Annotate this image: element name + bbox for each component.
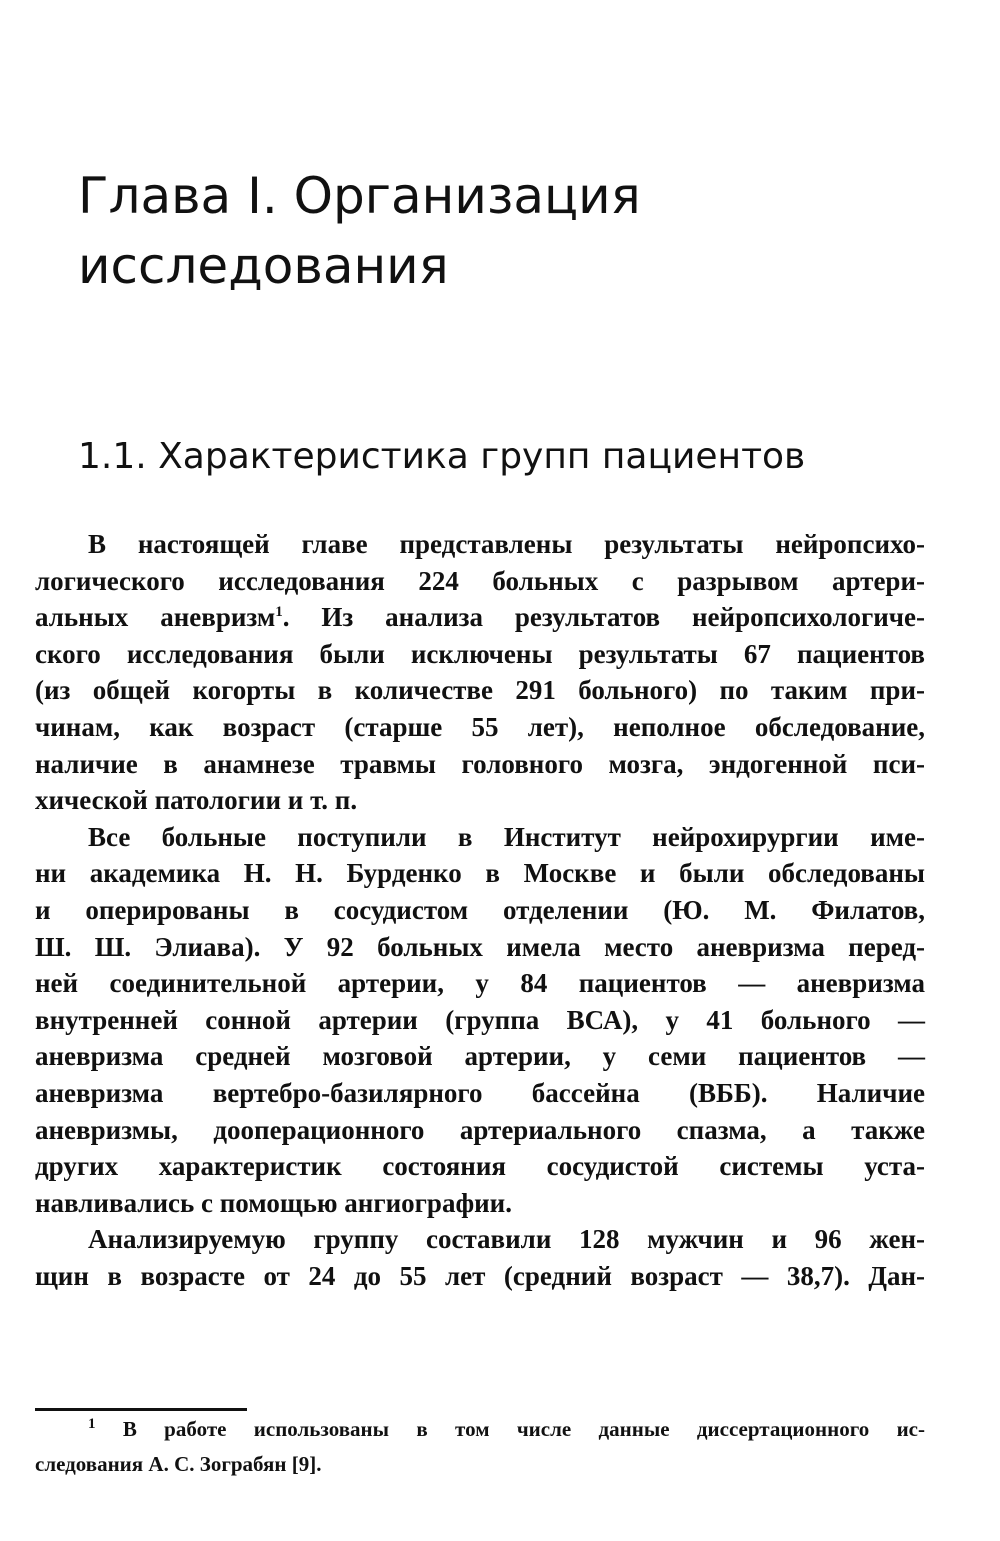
text-fragment: . Из анализа результатов нейропсихологиче- [282,602,925,633]
body-text [35,526,925,1294]
text-line: чинам, как возраст (старше 55 лет), неполное обследование, [35,711,925,742]
section-title: 1.1. Характеристика групп пациентов [78,436,806,477]
text-line: навливались с помощью ангиографии. [35,1187,512,1218]
footnote-reference[interactable]: 1 [275,604,283,621]
text-line [35,599,925,636]
text-line: логического исследования 224 больных с разрывом артери- [35,565,925,596]
text-line: ни академика Н. Н. Бурденко в Москве и были обследованы [35,858,925,889]
text-fragment: альных аневризм [35,602,276,633]
text-fragment: В работе использованы в том числе данные диссертационного ис- [122,1417,925,1441]
text-line: Ш. Ш. Элиава). У 92 больных имела место аневризма перед- [35,931,925,962]
text-line: ского исследования были исключены результаты 67 пациентов [35,638,925,669]
text-line: других характеристик состояния сосудистой системы уста- [35,1151,925,1182]
footnote-line: следования А. С. Зограбян [9]. [35,1452,322,1476]
text-line: Все больные поступили в Институт нейрохирургии име- [88,821,925,852]
text-line: и оперированы в сосудистом отделении (Ю. М. Филатов, [35,894,925,925]
text-line: щин в возрасте от 24 до 55 лет (средний возраст — 38,7). Дан- [35,1260,925,1291]
footnote-marker: 1 [88,1416,96,1432]
footnote-line [35,1412,925,1447]
text-line: аневризма вертебро-базилярного бассейна (ВББ). Наличие [35,1077,925,1108]
text-line: аневризма средней мозговой артерии, у семи пациентов — [35,1041,925,1072]
text-line: аневризмы, дооперационного артериального спазма, а также [35,1114,925,1145]
chapter-title-line-2: исследования [78,237,449,295]
chapter-title-line-1: Глава I. Организация [78,167,641,225]
footnote [35,1412,925,1482]
text-line: Анализируемую группу составили 128 мужчин и 96 жен- [88,1224,925,1255]
text-line: ней соединительной артерии, у 84 пациентов — аневризма [35,968,925,999]
text-line: хической патологии и т. п. [35,785,358,816]
text-line: (из общей когорты в количестве 291 больного) по таким при- [35,675,925,706]
text-line: наличие в анамнезе травмы головного мозга, эндогенной пси- [35,748,925,779]
text-line: внутренней сонной артерии (группа ВСА), у 41 больного — [35,1004,925,1035]
text-line: В настоящей главе представлены результаты нейропсихо- [88,529,925,559]
footnote-divider [35,1408,247,1411]
